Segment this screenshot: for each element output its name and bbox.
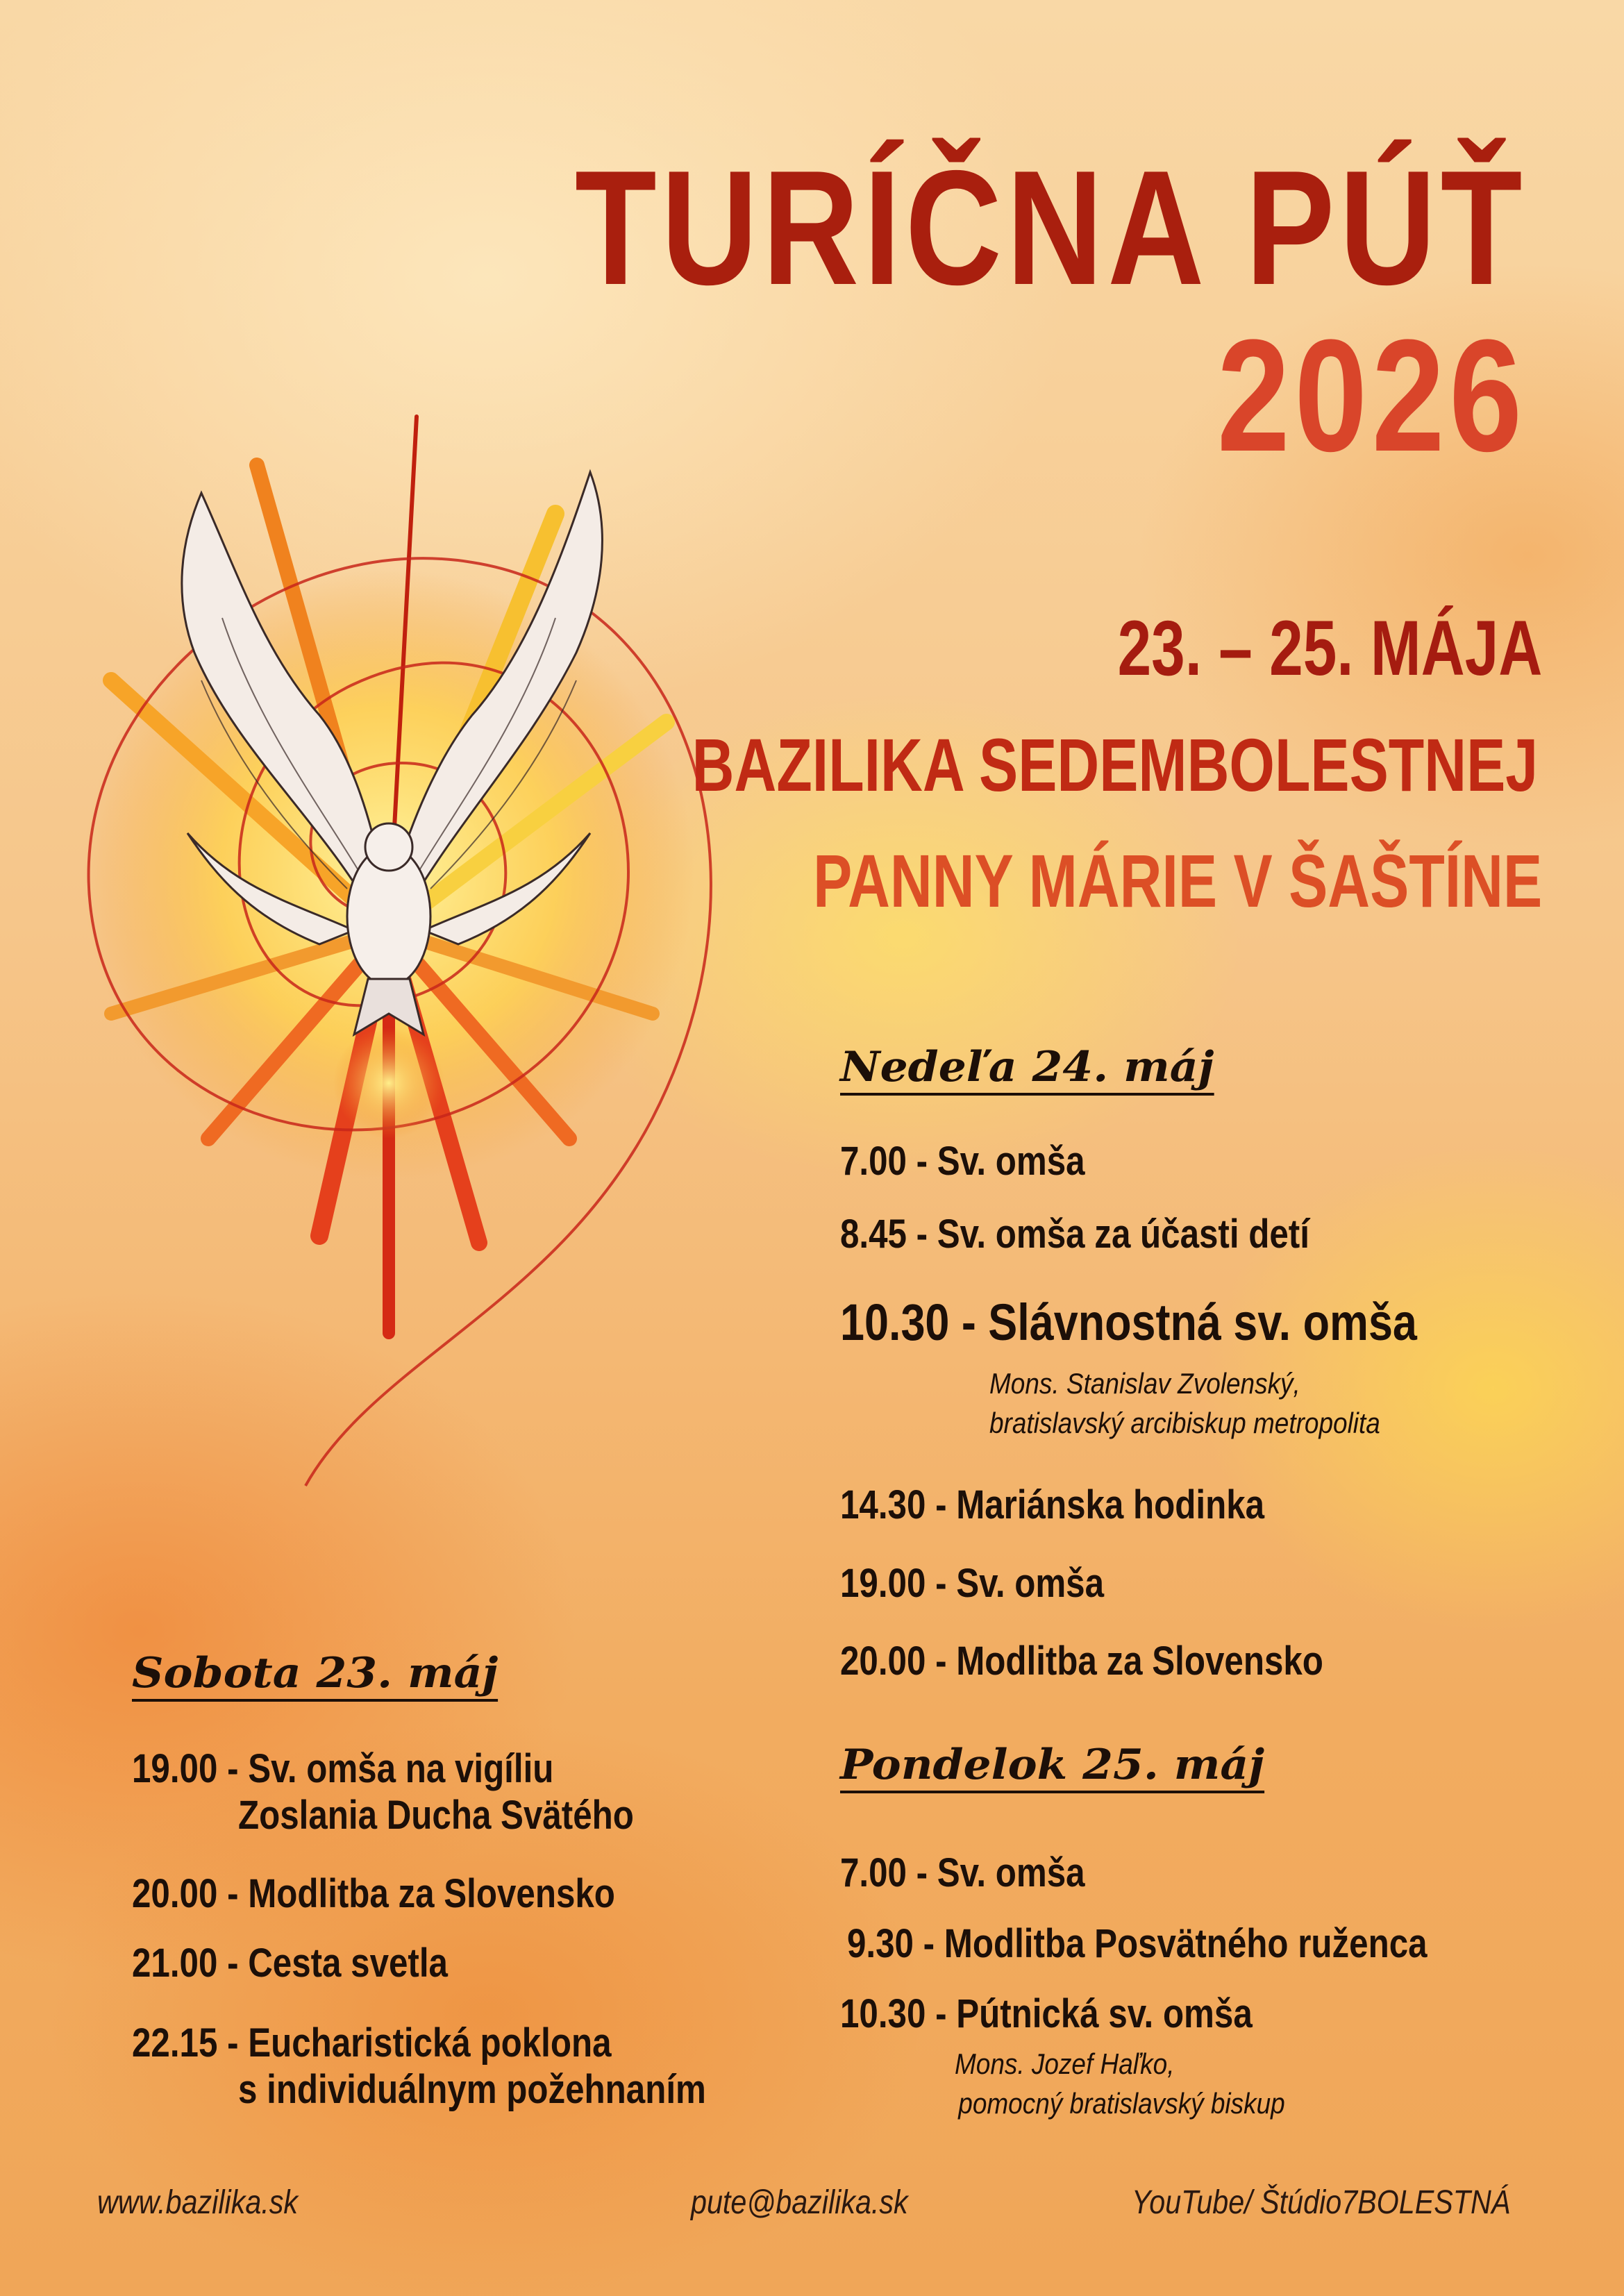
item-time: 14.30 <box>840 1482 926 1527</box>
item-label: Modlitba za Slovensko <box>956 1639 1323 1684</box>
sunday-item-3: 10.30 - Slávnostná sv. omša <box>840 1293 1417 1351</box>
monday-item-1: 7.00 - Sv. omša <box>840 1850 1085 1895</box>
item-time: 20.00 <box>840 1639 926 1684</box>
item-label: Slávnostná sv. omša <box>988 1293 1417 1351</box>
item-time: 21.00 <box>132 1941 218 1986</box>
item-label: Mariánska hodinka <box>956 1482 1265 1527</box>
item-label: Cesta svetla <box>248 1941 448 1986</box>
footer-email-link[interactable]: pute@bazilika.sk <box>691 2184 908 2221</box>
saturday-item-2: 20.00 - Modlitba za Slovensko <box>132 1871 615 1916</box>
sunday-item-6: 20.00 - Modlitba za Slovensko <box>840 1639 1323 1684</box>
item-label-continued: Zoslania Ducha Svätého <box>238 1792 634 1838</box>
item-time: 7.00 <box>840 1139 907 1184</box>
item-label-continued: s individuálnym požehnaním <box>238 2066 706 2112</box>
item-label: Sv. omša <box>937 1850 1085 1895</box>
item-label: Sv. omša na vigíliu <box>248 1746 554 1791</box>
monday-item-3-note <box>955 2045 1285 2123</box>
event-place-line2: PANNY MÁRIE V ŠAŠTÍNE <box>812 839 1542 923</box>
event-dates: 23. – 25. MÁJA <box>1117 605 1542 692</box>
footer-youtube-link[interactable]: YouTube/ Štúdio7BOLESTNÁ <box>1132 2184 1511 2221</box>
sunday-item-3-note <box>989 1364 1380 1443</box>
item-time: 19.00 <box>132 1746 218 1791</box>
note-line: pomocný bratislavský biskup <box>958 2086 1285 2120</box>
poster-year: 2026 <box>1217 306 1527 485</box>
sunday-item-1: 7.00 - Sv. omša <box>840 1139 1085 1184</box>
item-time: 10.30 <box>840 1991 926 2036</box>
event-place-line1: BAZILIKA SEDEMBOLESTNEJ <box>692 723 1538 807</box>
item-time: 9.30 <box>847 1921 914 1966</box>
item-label: Sv. omša <box>956 1561 1105 1606</box>
item-label: Modlitba Posvätného ruženca <box>944 1921 1428 1966</box>
saturday-item-3: 21.00 - Cesta svetla <box>132 1941 448 1986</box>
monday-heading: Pondelok 25. máj <box>840 1741 1264 1793</box>
item-time: 10.30 <box>840 1293 950 1351</box>
item-time: 22.15 <box>132 2020 218 2065</box>
note-line: Mons. Jozef Haľko, <box>955 2047 1175 2080</box>
item-label: Sv. omša za účasti detí <box>937 1212 1309 1257</box>
saturday-item-4: 22.15 - Eucharistická poklona s individuálnym požehnaním <box>132 2020 706 2112</box>
sunday-heading: Nedeľa 24. máj <box>840 1043 1214 1096</box>
item-time: 8.45 <box>840 1212 907 1257</box>
poster-title: TURÍČNA PÚŤ <box>574 136 1527 319</box>
footer-website-link[interactable]: www.bazilika.sk <box>97 2184 299 2221</box>
holy-spirit-dove-icon <box>28 389 722 1500</box>
saturday-heading: Sobota 23. máj <box>132 1649 498 1702</box>
item-time: 19.00 <box>840 1561 926 1606</box>
monday-item-2: 9.30 - Modlitba Posvätného ruženca <box>847 1921 1428 1966</box>
note-line: Mons. Stanislav Zvolenský, <box>989 1367 1300 1400</box>
saturday-item-1: 19.00 - Sv. omša na vigíliu Zoslania Ducha Svätého <box>132 1746 634 1838</box>
item-time: 20.00 <box>132 1871 218 1916</box>
note-line: bratislavský arcibiskup metropolita <box>989 1406 1380 1439</box>
item-label: Eucharistická poklona <box>248 2020 612 2065</box>
item-label: Pútnická sv. omša <box>956 1991 1253 2036</box>
sunday-item-5: 19.00 - Sv. omša <box>840 1561 1105 1606</box>
item-label: Modlitba za Slovensko <box>248 1871 615 1916</box>
monday-item-3: 10.30 - Pútnická sv. omša <box>840 1991 1253 2036</box>
item-label: Sv. omša <box>937 1139 1085 1184</box>
item-time: 7.00 <box>840 1850 907 1895</box>
sunday-item-4: 14.30 - Mariánska hodinka <box>840 1482 1265 1527</box>
sunday-item-2: 8.45 - Sv. omša za účasti detí <box>840 1212 1309 1257</box>
